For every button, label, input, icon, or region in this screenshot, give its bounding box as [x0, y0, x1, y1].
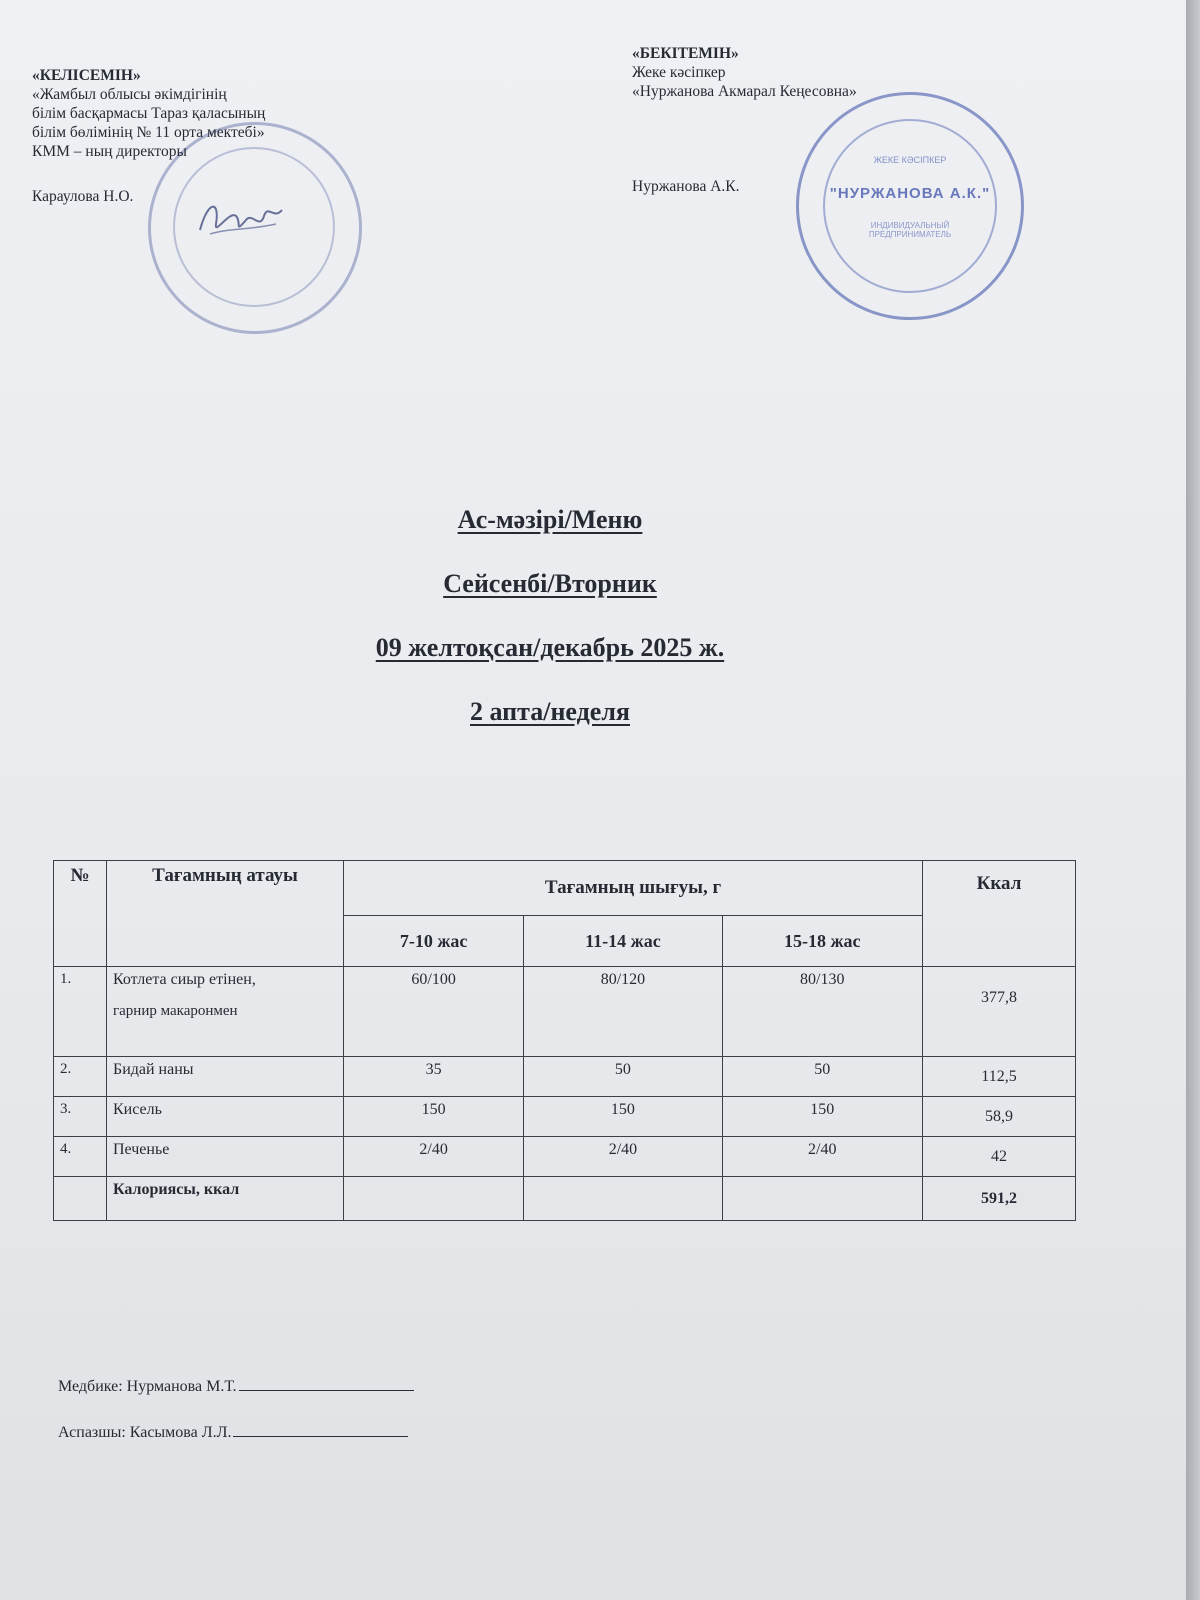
row-age1: 60/100 [344, 967, 524, 1057]
menu-title: Ас-мәзірі/Меню [457, 505, 643, 534]
table-row [54, 1137, 1076, 1177]
row-age3: 150 [722, 1097, 922, 1137]
row-num: 4. [54, 1137, 107, 1177]
table-row [54, 967, 1076, 1057]
row-kcal: 377,8 [923, 967, 1076, 1057]
row-num: 2. [54, 1057, 107, 1097]
row-name-line2: гарнир макаронмен [113, 1003, 238, 1019]
header-age-7-10: 7-10 жас [344, 916, 524, 967]
row-num: 3. [54, 1097, 107, 1137]
menu-table [53, 860, 1076, 1221]
nurse-signature-line [58, 1376, 414, 1396]
week-title: 2 апта/неделя [470, 697, 630, 726]
agreement-signer: Караулова Н.О. [32, 188, 134, 205]
table-row [54, 1097, 1076, 1137]
approval-heading: «БЕКІТЕМІН» [632, 45, 739, 62]
document-titles [0, 488, 1100, 744]
agreement-block [32, 66, 372, 206]
agreement-heading: «КЕЛІСЕМІН» [32, 67, 141, 84]
row-age2: 2/40 [524, 1137, 722, 1177]
header-name: Тағамның атауы [107, 861, 344, 967]
table-row [54, 1057, 1076, 1097]
agreement-line: білім бөлімінің № 11 орта мектебі» [32, 124, 265, 141]
cook-signature-line [58, 1422, 408, 1442]
header-num: № [54, 861, 107, 967]
row-kcal: 58,9 [923, 1097, 1076, 1137]
date-title: 09 желтоқсан/декабрь 2025 ж. [375, 633, 725, 662]
approval-signer: Нуржанова А.К. [632, 178, 740, 195]
total-row [54, 1177, 1076, 1221]
nurse-label: Медбике: Нурманова М.Т. [58, 1378, 237, 1395]
agreement-line: «Жамбыл облысы әкімдігінің [32, 86, 227, 103]
total-value: 591,2 [923, 1177, 1076, 1221]
agreement-line: КММ – ның директоры [32, 143, 187, 160]
stamp-text-center: "НУРЖАНОВА А.К." [829, 185, 991, 202]
row-name-line1: Котлета сиыр етінен, [113, 971, 256, 988]
header-age-15-18: 15-18 жас [722, 916, 922, 967]
row-age1: 2/40 [344, 1137, 524, 1177]
header-age-11-14: 11-14 жас [524, 916, 722, 967]
agreement-line: білім басқармасы Тараз қаласының [32, 105, 266, 122]
total-label: Калориясы, ккал [107, 1177, 344, 1221]
row-age1: 150 [344, 1097, 524, 1137]
row-age2: 80/120 [524, 967, 722, 1057]
row-name: Бидай наны [107, 1057, 344, 1097]
signature-blank [233, 1422, 408, 1437]
approval-line: Жеке кәсіпкер [632, 64, 726, 81]
background-edge [1186, 0, 1200, 1600]
header-kcal: Ккал [923, 861, 1076, 967]
row-age3: 2/40 [722, 1137, 922, 1177]
signature-blank [239, 1376, 414, 1391]
row-age2: 50 [524, 1057, 722, 1097]
stamp-text-top: ЖЕКЕ КӘСІПКЕР [873, 155, 947, 165]
day-title: Сейсенбі/Вторник [443, 569, 657, 598]
row-name [107, 967, 344, 1057]
row-age2: 150 [524, 1097, 722, 1137]
row-age3: 50 [722, 1057, 922, 1097]
row-age3: 80/130 [722, 967, 922, 1057]
row-num: 1. [54, 967, 107, 1057]
row-age1: 35 [344, 1057, 524, 1097]
header-output: Тағамның шығуы, г [344, 861, 923, 916]
row-name: Печенье [107, 1137, 344, 1177]
entrepreneur-stamp [796, 92, 1024, 320]
row-kcal: 112,5 [923, 1057, 1076, 1097]
approval-line: «Нуржанова Акмарал Кеңесовна» [632, 83, 857, 100]
stamp-text-bottom: ИНДИВИДУАЛЬНЫЙ ПРЕДПРИНИМАТЕЛЬ [868, 221, 952, 239]
row-kcal: 42 [923, 1137, 1076, 1177]
row-name: Кисель [107, 1097, 344, 1137]
cook-label: Аспазшы: Касымова Л.Л. [58, 1424, 232, 1441]
